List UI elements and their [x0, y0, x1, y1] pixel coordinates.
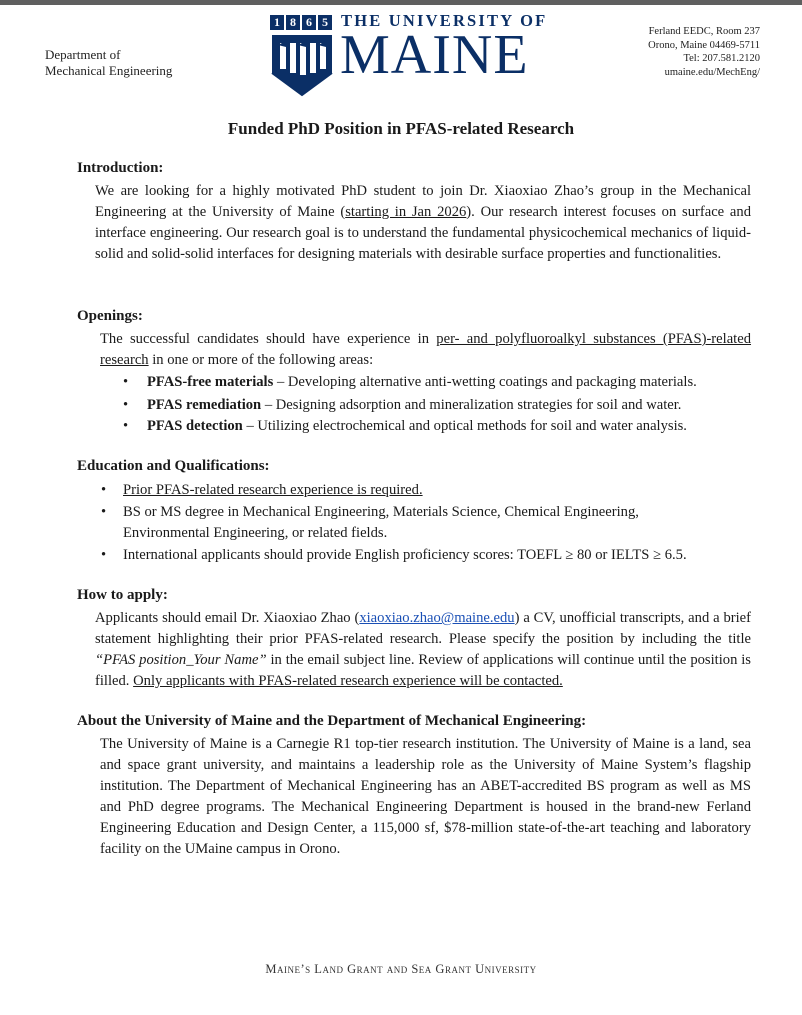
contact-city: Orono, Maine 04469-5711: [648, 39, 760, 51]
list-item: • Prior PFAS-related research experience is required.: [0, 480, 802, 501]
email-subject-format: “PFAS position_Your Name”: [95, 652, 267, 668]
logo-university-line: THE UNIVERSITY OF: [341, 11, 548, 30]
introduction-paragraph: We are looking for a highly motivated PhD student to join Dr. Xiaoxiao Zhao’s group in the Mechanical Engineering at the University of Maine (starting in Jan 2026). Our research interest focuses on surface and interface engineering. Our research goal is to understand the fundamental physicochemical mechanics of liquid-solid and solid-solid interfaces for designing materials with desirable surface properties and functionalities.: [95, 183, 752, 262]
openings-heading: Openings:: [77, 308, 143, 324]
bullet-icon: •: [123, 397, 129, 413]
introduction-heading: Introduction:: [77, 160, 164, 176]
logo-year-digit: 6: [302, 15, 316, 30]
openings-paragraph: The successful candidates should have experience in per- and polyfluoroalkyl substances (PFAS)-related research in one or more of the following areas:: [100, 331, 752, 368]
contact-block: [648, 25, 760, 79]
about-heading: About the University of Maine and the Department of Mechanical Engineering:: [77, 713, 587, 729]
logo-maine-wordmark: MAINE: [340, 24, 529, 86]
footer-tagline: Maine’s Land Grant and Sea Grant University: [265, 962, 537, 976]
bullet-icon: •: [123, 418, 129, 434]
contact-notice: Only applicants with PFAS-related research experience will be contacted.: [133, 673, 563, 689]
apply-paragraph: Applicants should email Dr. Xiaoxiao Zhao (xiaoxiao.zhao@maine.edu) a CV, unofficial transcripts, and a brief statement highlighting their prior PFAS-related research. Please specify the position by including the title “PFAS position_Your Name” in the email subject line. Review of applications will continue until the position is filled. Only applicants with PFAS-related research experience will be contacted.: [95, 610, 752, 689]
email-link[interactable]: xiaoxiao.zhao@maine.edu: [359, 610, 515, 626]
list-item: • PFAS-free materials – Developing alternative anti-wetting coatings and packaging materials.: [0, 372, 802, 393]
department-name: Department of Mechanical Engineering: [45, 47, 173, 78]
contact-address: Ferland EEDC, Room 237: [648, 26, 760, 37]
apply-heading: How to apply:: [77, 587, 168, 603]
list-item: • PFAS remediation – Designing adsorption and mineralization strategies for soil and water.: [0, 395, 802, 416]
education-heading: Education and Qualifications:: [77, 458, 270, 474]
bullet-icon: •: [123, 374, 129, 390]
logo-year-digit: 1: [270, 15, 284, 30]
document-title: Funded PhD Position in PFAS-related Research: [227, 119, 575, 138]
logo-year-digit: 5: [318, 15, 332, 30]
top-border: [0, 0, 802, 5]
bullet-icon: •: [101, 482, 107, 498]
bullet-icon: •: [101, 547, 107, 563]
list-item: • PFAS detection – Utilizing electrochemical and optical methods for soil and water analysis.: [0, 416, 802, 437]
contact-website-link[interactable]: umaine.edu/MechEng/: [664, 66, 760, 78]
pfas-research-emphasis: per- and polyfluoroalkyl substances (PFAS)-related research: [100, 331, 752, 368]
about-paragraph: The University of Maine is a Carnegie R1 top-tier research institution. The University of Maine is a land, sea and space grant university, and maintains a leadership role as the University of Maine System’s flagship institution. The Department of Mechanical Engineering has an ABET-accredited BS program as well as MS and PhD degree programs. The Mechanical Engineering Department is housed in the brand-new Ferland Engineering Education and Design Center, a 115,000 sf, $78-million state-of-the-art teaching and laboratory facility on the UMaine campus in Orono.: [100, 736, 751, 857]
start-date: starting in Jan 2026: [345, 204, 467, 220]
logo-year-boxes: [270, 15, 332, 30]
logo-year-digit: 8: [286, 15, 300, 30]
bullet-icon: •: [101, 504, 107, 520]
list-item: • BS or MS degree in Mechanical Engineering, Materials Science, Chemical Engineering, Environmental Engineering, or related fields.: [101, 504, 639, 541]
contact-phone: Tel: 207.581.2120: [683, 53, 760, 64]
university-shield-icon: [270, 33, 334, 97]
list-item: • International applicants should provide English proficiency scores: TOEFL ≥ 80 or IELTS ≥ 6.5.: [0, 545, 802, 566]
